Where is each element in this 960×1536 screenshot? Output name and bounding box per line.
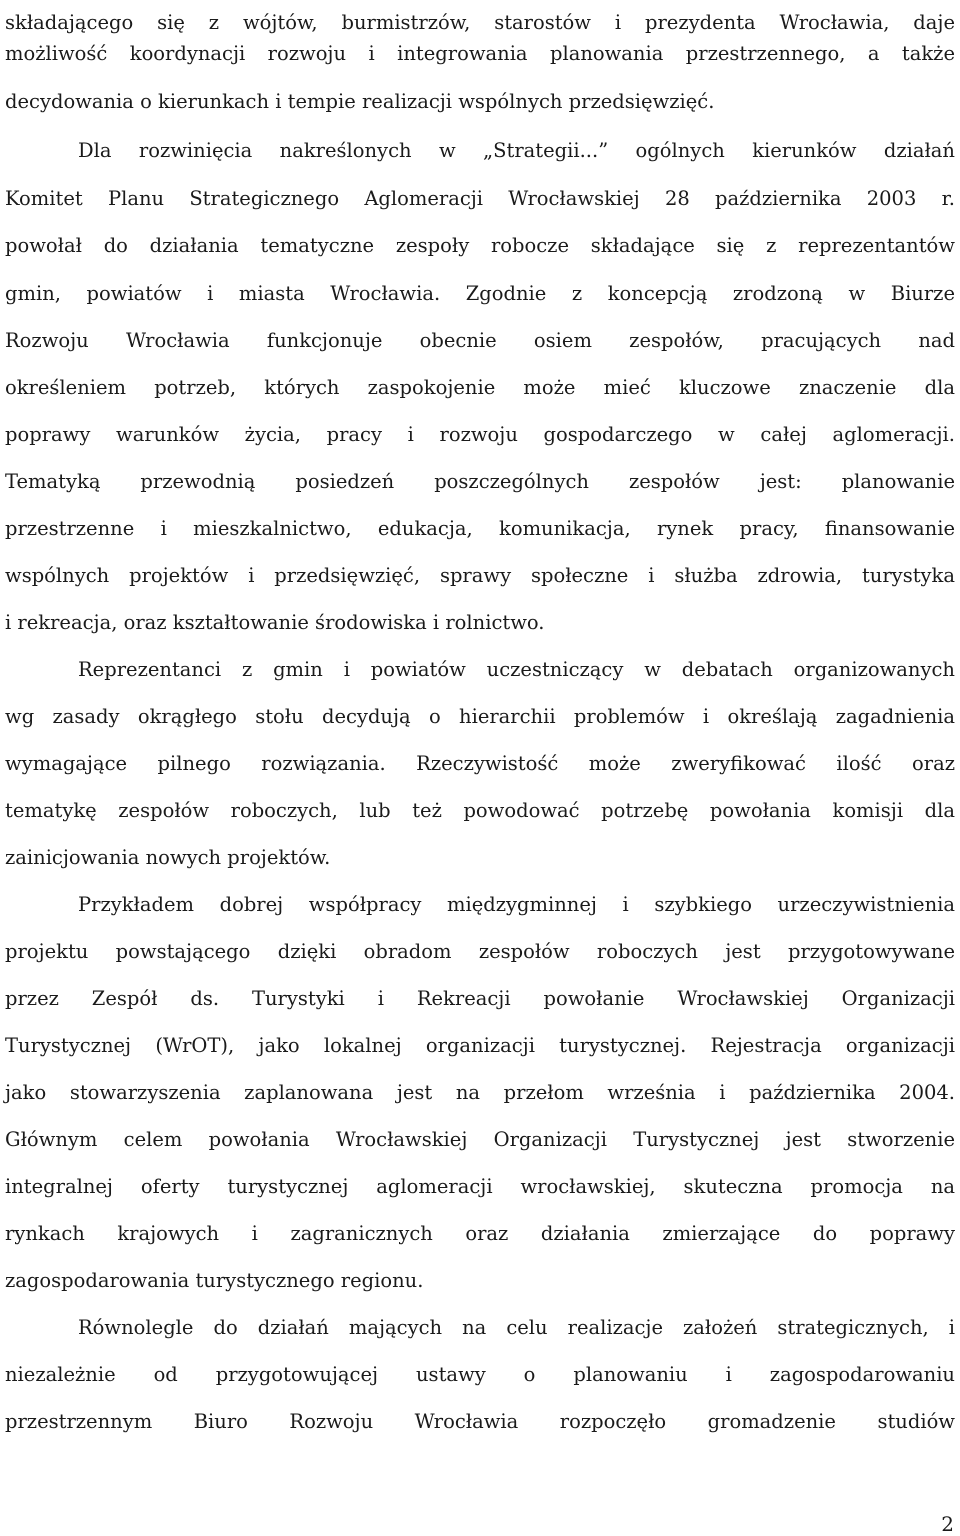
- text-line: wg zasady okrągłego stołu decydują o hierarchii problemów i określają zagadnienia: [5, 705, 955, 728]
- text-line: powołał do działania tematyczne zespoły robocze składające się z reprezentantów: [5, 234, 955, 257]
- text-line: jako stowarzyszenia zaplanowana jest na przełom września i października 2004.: [5, 1081, 955, 1104]
- text-line: wspólnych projektów i przedsięwzięć, sprawy społeczne i służba zdrowia, turystyka: [5, 564, 955, 587]
- text-line: określeniem potrzeb, których zaspokojenie może mieć kluczowe znaczenie dla: [5, 376, 955, 399]
- paragraph-first-line: Dla rozwinięcia nakreślonych w „Strategii...” ogólnych kierunków działań: [78, 139, 955, 162]
- text-line: niezależnie od przygotowującej ustawy o planowaniu i zagospodarowaniu: [5, 1363, 955, 1386]
- text-line: Rozwoju Wrocławia funkcjonuje obecnie osiem zespołów, pracujących nad: [5, 329, 955, 352]
- text-line: tematykę zespołów roboczych, lub też powodować potrzebę powołania komisji dla: [5, 799, 955, 822]
- page-number: 2: [941, 1512, 954, 1536]
- paragraph-first-line: Reprezentanci z gmin i powiatów uczestniczący w debatach organizowanych: [78, 658, 955, 681]
- text-line: i rekreacja, oraz kształtowanie środowiska i rolnictwo.: [5, 611, 545, 634]
- text-line: integralnej oferty turystycznej aglomeracji wrocławskiej, skuteczna promocja na: [5, 1175, 955, 1198]
- text-line: gmin, powiatów i miasta Wrocławia. Zgodnie z koncepcją zrodzoną w Biurze: [5, 282, 955, 305]
- text-line: zainicjowania nowych projektów.: [5, 846, 331, 869]
- text-line: poprawy warunków życia, pracy i rozwoju gospodarczego w całej aglomeracji.: [5, 423, 955, 446]
- text-line: składającego się z wójtów, burmistrzów, starostów i prezydenta Wrocławia, daje: [5, 11, 955, 34]
- text-line: przestrzenne i mieszkalnictwo, edukacja, komunikacja, rynek pracy, finansowanie: [5, 517, 955, 540]
- text-line: możliwość koordynacji rozwoju i integrowania planowania przestrzennego, a także: [5, 42, 955, 65]
- text-line: Turystycznej (WrOT), jako lokalnej organizacji turystycznej. Rejestracja organizacji: [5, 1034, 955, 1057]
- paragraph-first-line: Przykładem dobrej współpracy międzygminnej i szybkiego urzeczywistnienia: [78, 893, 955, 916]
- text-line: decydowania o kierunkach i tempie realizacji wspólnych przedsięwzięć.: [5, 90, 715, 113]
- text-line: Tematyką przewodnią posiedzeń poszczególnych zespołów jest: planowanie: [5, 470, 955, 493]
- paragraph-first-line: Równolegle do działań mających na celu realizacje założeń strategicznych, i: [78, 1316, 955, 1339]
- text-line: przez Zespół ds. Turystyki i Rekreacji powołanie Wrocławskiej Organizacji: [5, 987, 955, 1010]
- text-line: wymagające pilnego rozwiązania. Rzeczywistość może zweryfikować ilość oraz: [5, 752, 955, 775]
- text-line: Komitet Planu Strategicznego Aglomeracji Wrocławskiej 28 października 2003 r.: [5, 187, 955, 210]
- text-line: zagospodarowania turystycznego regionu.: [5, 1269, 424, 1292]
- text-line: przestrzennym Biuro Rozwoju Wrocławia rozpoczęło gromadzenie studiów: [5, 1410, 955, 1433]
- text-line: projektu powstającego dzięki obradom zespołów roboczych jest przygotowywane: [5, 940, 955, 963]
- text-line: rynkach krajowych i zagranicznych oraz działania zmierzające do poprawy: [5, 1222, 955, 1245]
- text-line: Głównym celem powołania Wrocławskiej Organizacji Turystycznej jest stworzenie: [5, 1128, 955, 1151]
